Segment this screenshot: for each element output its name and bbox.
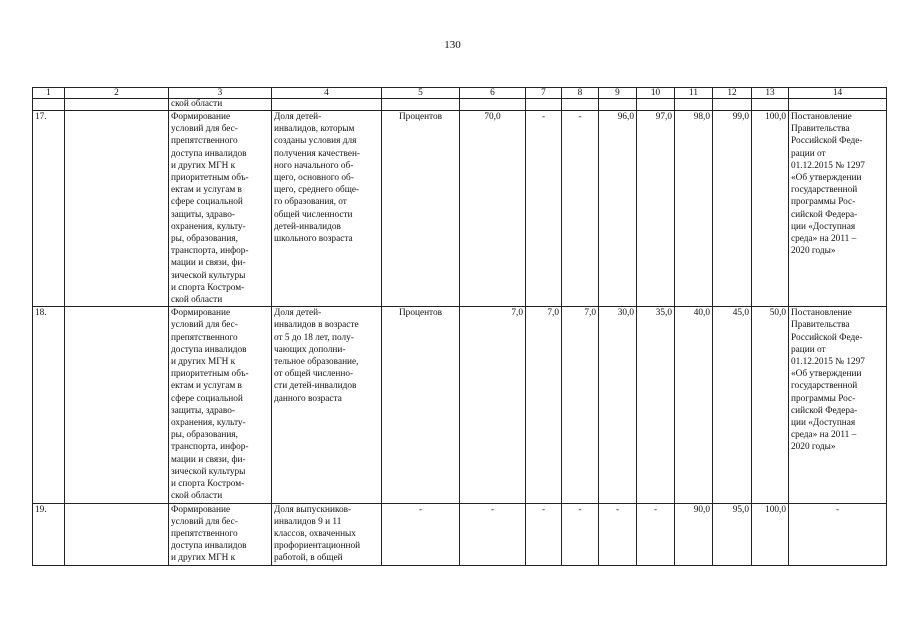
- empty-cell: [65, 99, 169, 111]
- row-index: 17.: [33, 111, 65, 307]
- row-value-8: -: [562, 111, 599, 307]
- header-cell: 3: [169, 88, 272, 99]
- row-value-13: 100,0: [752, 111, 789, 307]
- empty-cell: [637, 99, 675, 111]
- page-number: 130: [444, 39, 461, 51]
- row-value-10: 35,0: [637, 307, 675, 503]
- row-value-7: 7,0: [526, 307, 562, 503]
- table-row: [33, 503, 887, 565]
- row-value-12: 95,0: [713, 503, 752, 565]
- header-cell: 7: [526, 88, 562, 99]
- row-value-8: 7,0: [562, 307, 599, 503]
- indicators-table: [32, 87, 887, 566]
- row-value-6: 70,0: [460, 111, 526, 307]
- row-task: Формирование условий для бес- препятственного доступа инвалидов и других МГН к: [169, 503, 272, 565]
- empty-cell: [599, 99, 637, 111]
- row-value-11: 90,0: [675, 503, 713, 565]
- row-source: Постановление Правительства Российской Феде- рации от 01.12.2015 № 1297 «Об утверждении государственной программы Рос- сийской Федера- ции «Доступная среда» на 2011 – 2020 годы»: [789, 307, 887, 503]
- header-cell: 8: [562, 88, 599, 99]
- empty-cell: [789, 99, 887, 111]
- header-cell: 6: [460, 88, 526, 99]
- row-value-7: -: [526, 503, 562, 565]
- header-row: [33, 88, 887, 99]
- continuation-text: ской области: [169, 99, 272, 111]
- header-cell: 4: [272, 88, 382, 99]
- header-cell: 12: [713, 88, 752, 99]
- empty-cell: [526, 99, 562, 111]
- row-indicator: Доля детей- инвалидов в возрасте от 5 до 18 лет, полу- чающих дополни- тельное образование, от общей численно- сти детей-инвалидов данного возраста: [272, 307, 382, 503]
- header-cell: 1: [33, 88, 65, 99]
- row-value-10: 97,0: [637, 111, 675, 307]
- header-cell: 2: [65, 88, 169, 99]
- row-value-13: 100,0: [752, 503, 789, 565]
- empty-cell: [752, 99, 789, 111]
- row-value-12: 45,0: [713, 307, 752, 503]
- row-index: 18.: [33, 307, 65, 503]
- row-value-8: -: [562, 503, 599, 565]
- empty-cell: [272, 99, 382, 111]
- row-task: Формирование условий для бес- препятственного доступа инвалидов и других МГН к приоритетным объ- ектам и услугам в сфере социальной защиты, здраво- охранения, культу- ры, образования, транспорта, инфор- мации и связи, фи- зической культуры и спорта Костром- ской области: [169, 307, 272, 503]
- header-cell: 10: [637, 88, 675, 99]
- row-indicator: Доля детей- инвалидов, которым созданы условия для получения качествен- ного начального об- щего, основного об- щего, среднего обще- го образования, от общей численности детей-инвалидов школьного возраста: [272, 111, 382, 307]
- header-cell: 13: [752, 88, 789, 99]
- row-index: 19.: [33, 503, 65, 565]
- row-value-9: 30,0: [599, 307, 637, 503]
- empty-cell: [675, 99, 713, 111]
- table-row: [33, 111, 887, 307]
- row-value-11: 40,0: [675, 307, 713, 503]
- continuation-row: [33, 99, 887, 111]
- row-unit: Процентов: [382, 307, 460, 503]
- empty-cell: [460, 99, 526, 111]
- row-unit: -: [382, 503, 460, 565]
- row-value-11: 98,0: [675, 111, 713, 307]
- row-value-13: 50,0: [752, 307, 789, 503]
- row-indicator: Доля выпускников- инвалидов 9 и 11 классов, охваченных профориентационной работой, в общей: [272, 503, 382, 565]
- row-value-10: -: [637, 503, 675, 565]
- row-task: Формирование условий для бес- препятственного доступа инвалидов и других МГН к приоритетным объ- ектам и услугам в сфере социальной защиты, здраво- охранения, культу- ры, образования, транспорта, инфор- мации и связи, фи- зической культуры и спорта Костром- ской области: [169, 111, 272, 307]
- empty-cell: [382, 99, 460, 111]
- row-source: Постановление Правительства Российской Феде- рации от 01.12.2015 № 1297 «Об утверждении государственной программы Рос- сийской Федера- ции «Доступная среда» на 2011 – 2020 годы»: [789, 111, 887, 307]
- header-cell: 5: [382, 88, 460, 99]
- header-cell: 9: [599, 88, 637, 99]
- row-value-7: -: [526, 111, 562, 307]
- table-row: [33, 307, 887, 503]
- row-col2: [65, 307, 169, 503]
- empty-cell: [713, 99, 752, 111]
- row-source: -: [789, 503, 887, 565]
- row-value-6: 7,0: [460, 307, 526, 503]
- row-unit: Процентов: [382, 111, 460, 307]
- row-col2: [65, 111, 169, 307]
- row-value-9: 96,0: [599, 111, 637, 307]
- row-value-6: -: [460, 503, 526, 565]
- empty-cell: [562, 99, 599, 111]
- row-col2: [65, 503, 169, 565]
- header-cell: 14: [789, 88, 887, 99]
- header-cell: 11: [675, 88, 713, 99]
- row-value-12: 99,0: [713, 111, 752, 307]
- row-value-9: -: [599, 503, 637, 565]
- empty-cell: [33, 99, 65, 111]
